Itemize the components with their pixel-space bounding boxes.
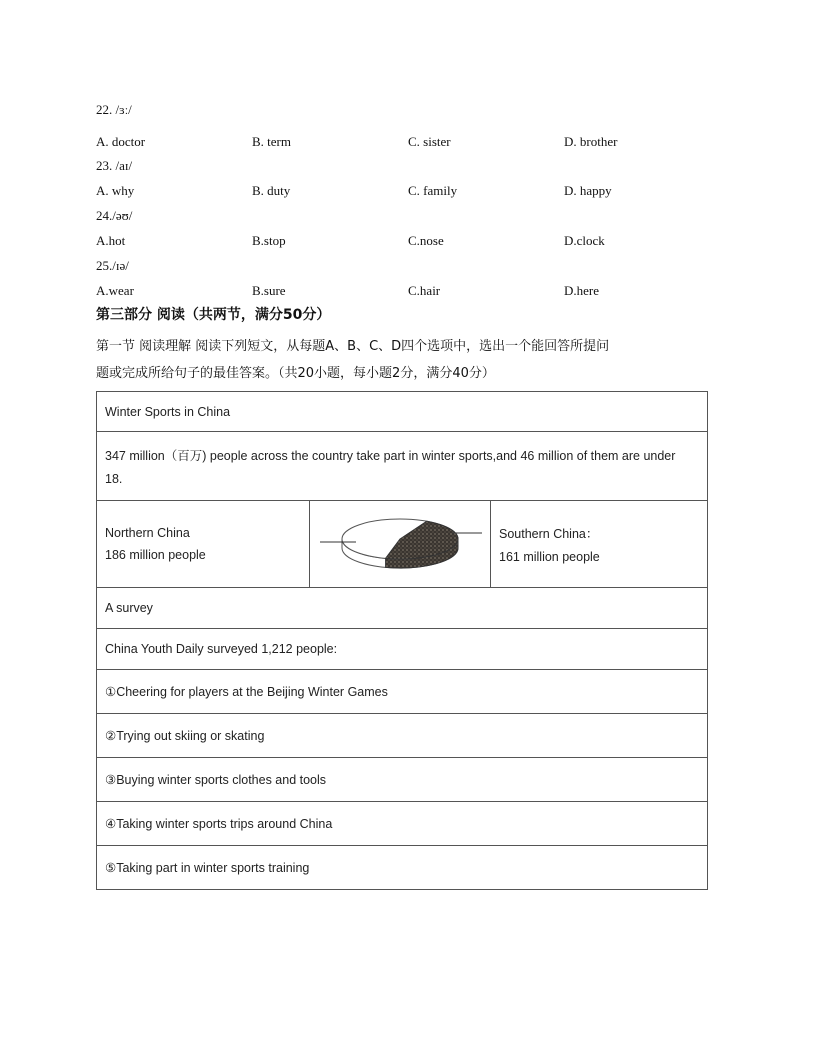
intro-text-line-2: 18. [105, 472, 123, 486]
survey-heading: A survey [97, 588, 708, 629]
question-22-option-c: C. sister [408, 134, 451, 149]
question-24-number: 24./əʊ/ [96, 208, 133, 223]
question-23-option-a: A. why [96, 183, 135, 198]
survey-description: China Youth Daily surveyed 1,212 people: [97, 629, 708, 670]
intro-text-line-1: 347 million（百万) people across the country take part in winter sports,and 46 million of them are under [105, 449, 676, 463]
table-title: Winter Sports in China [97, 392, 708, 432]
question-24-option-c: C.nose [408, 233, 444, 248]
question-24-option-a: A.hot [96, 233, 126, 248]
question-25-option-b: B.sure [252, 283, 286, 298]
section-instruction-line-1: 第一节 阅读理解 阅读下列短文，从每题A、B、C、D四个选项中，选出一个能回答所提问 [96, 339, 610, 354]
northern-china-label: Northern China [105, 526, 190, 540]
question-25-number: 25./ɪə/ [96, 258, 129, 273]
northern-china-value: 186 million people [105, 548, 206, 562]
question-22-option-b: B. term [252, 134, 291, 149]
survey-item: ④Taking winter sports trips around China [97, 802, 708, 846]
southern-china-cell [491, 501, 708, 588]
question-22-number: 22. /ɜː/ [96, 102, 132, 117]
section-instruction-line-2: 题或完成所给句子的最佳答案。（共20小题，每小题2分，满分40分） [96, 366, 495, 381]
survey-item: ③Buying winter sports clothes and tools [97, 758, 708, 802]
winter-sports-table [96, 391, 708, 890]
northern-china-cell [97, 501, 310, 588]
question-22-option-a: A. doctor [96, 134, 146, 149]
pie-chart-cell [310, 501, 491, 588]
question-23-option-d: D. happy [564, 183, 612, 198]
question-24-option-d: D.clock [564, 233, 605, 248]
section-title: 第三部分 阅读（共两节，满分50分） [96, 307, 331, 323]
question-24-option-b: B.stop [252, 233, 286, 248]
southern-china-value: 161 million people [499, 550, 600, 564]
question-23-option-b: B. duty [252, 183, 291, 198]
question-25-option-c: C.hair [408, 283, 441, 298]
question-25-option-a: A.wear [96, 283, 134, 298]
question-22-option-d: D. brother [564, 134, 618, 149]
question-25-option-d: D.here [564, 283, 600, 298]
survey-item: ②Trying out skiing or skating [97, 714, 708, 758]
survey-item: ①Cheering for players at the Beijing Winter Games [97, 670, 708, 714]
survey-item: ⑤Taking part in winter sports training [97, 846, 708, 890]
question-23-number: 23. /aɪ/ [96, 158, 133, 173]
intro-cell [97, 432, 708, 501]
question-23-option-c: C. family [408, 183, 458, 198]
southern-china-label: Southern China： [499, 527, 599, 541]
pie-chart [310, 509, 490, 579]
